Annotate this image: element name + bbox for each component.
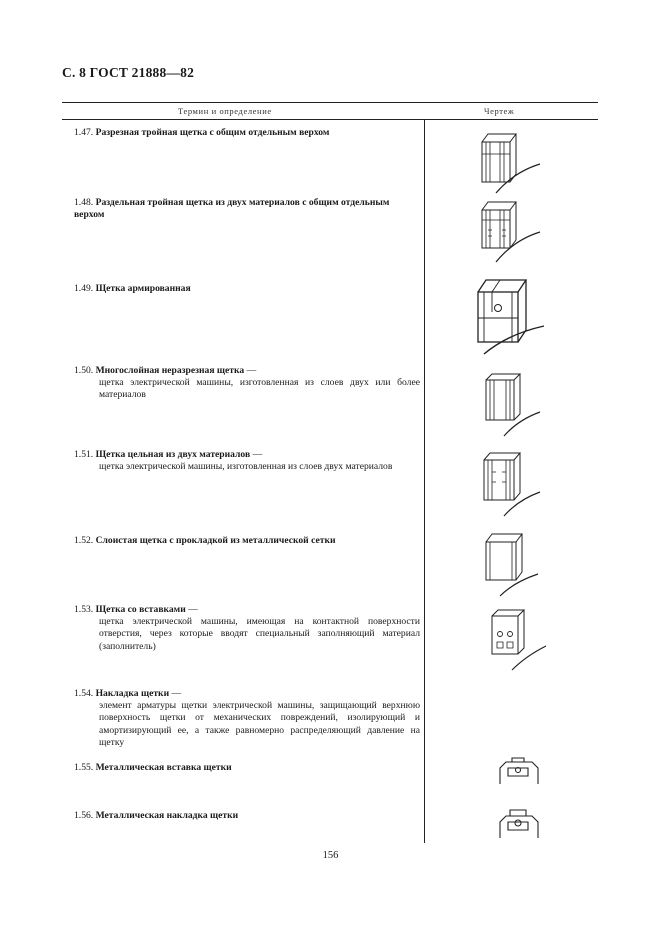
term-title: Разрезная тройная щетка с общим отдельным верхом xyxy=(95,127,330,138)
multilayer-brush-icon xyxy=(474,368,544,438)
term-title: Накладка щетки xyxy=(95,688,170,699)
term-dash: — xyxy=(252,449,263,460)
page-header: С. 8 ГОСТ 21888—82 xyxy=(62,65,195,80)
term-definition: щетка электрической машины, изготовленная из слоев двух или более материалов xyxy=(99,377,420,401)
term-number: 1.55. xyxy=(74,762,94,773)
term-title: Щетка цельная из двух материалов xyxy=(95,449,251,460)
term-number: 1.48. xyxy=(74,197,94,208)
page-number: 156 xyxy=(322,850,339,861)
term-title: Щетка со вставками xyxy=(95,604,186,615)
term-number: 1.53. xyxy=(74,604,94,615)
list-item xyxy=(74,688,420,749)
list-item xyxy=(74,127,420,139)
table-top-rule xyxy=(62,102,598,103)
term-number: 1.49. xyxy=(74,283,94,294)
term-number: 1.54. xyxy=(74,688,94,699)
reinforced-brush-icon xyxy=(464,272,548,356)
term-title: Многослойная неразрезная щетка xyxy=(95,365,245,376)
term-number: 1.56. xyxy=(74,810,94,821)
term-definition: щетка электрической машины, имеющая на контактной поверхности отверстия, через которые вводят специальный заполняющий материал (заполнитель) xyxy=(99,616,420,652)
term-definition: щетка электрической машины, изготовленная из слоев двух материалов xyxy=(99,461,393,473)
term-number: 1.51. xyxy=(74,449,94,460)
term-number: 1.50. xyxy=(74,365,94,376)
header-bottom-rule xyxy=(62,119,598,120)
term-number: 1.52. xyxy=(74,535,94,546)
term-title: Щетка армированная xyxy=(95,283,191,294)
list-item xyxy=(74,762,420,774)
column-header-drawing: Чертеж xyxy=(484,106,515,116)
list-item xyxy=(74,283,420,295)
triple-split-brush-icon xyxy=(474,124,544,194)
term-dash: — xyxy=(246,365,257,376)
term-title: Металлическая накладка щетки xyxy=(95,810,239,821)
column-divider xyxy=(424,119,425,843)
list-item xyxy=(74,197,420,221)
term-title: Слоистая щетка с прокладкой из металлической сетки xyxy=(95,535,336,546)
solid-two-material-brush-icon xyxy=(474,448,544,518)
list-item xyxy=(74,604,420,653)
term-definition: элемент арматуры щетки электрической машины, защищающий верхнюю поверхность щетки от механических повреждений, изолирующий и амортизирующий ее, а также равномерно распределяющий давление на щетку xyxy=(99,700,420,748)
column-header-term: Термин и определение xyxy=(178,106,272,116)
layered-mesh-brush-icon xyxy=(474,528,544,598)
list-item xyxy=(74,810,420,822)
term-title: Металлическая вставка щетки xyxy=(95,762,232,773)
metal-cap-icon xyxy=(494,806,544,842)
list-item xyxy=(74,535,420,547)
term-dash: — xyxy=(188,604,198,615)
list-item xyxy=(74,365,420,402)
list-item xyxy=(74,449,420,473)
insert-brush-icon xyxy=(484,608,548,672)
triple-two-material-brush-icon xyxy=(474,196,544,266)
term-dash: — xyxy=(171,688,182,699)
term-number: 1.47. xyxy=(74,127,94,138)
term-title: Раздельная тройная щетка из двух материалов с общим отдельным верхом xyxy=(74,197,390,221)
metal-insert-icon xyxy=(494,754,544,788)
